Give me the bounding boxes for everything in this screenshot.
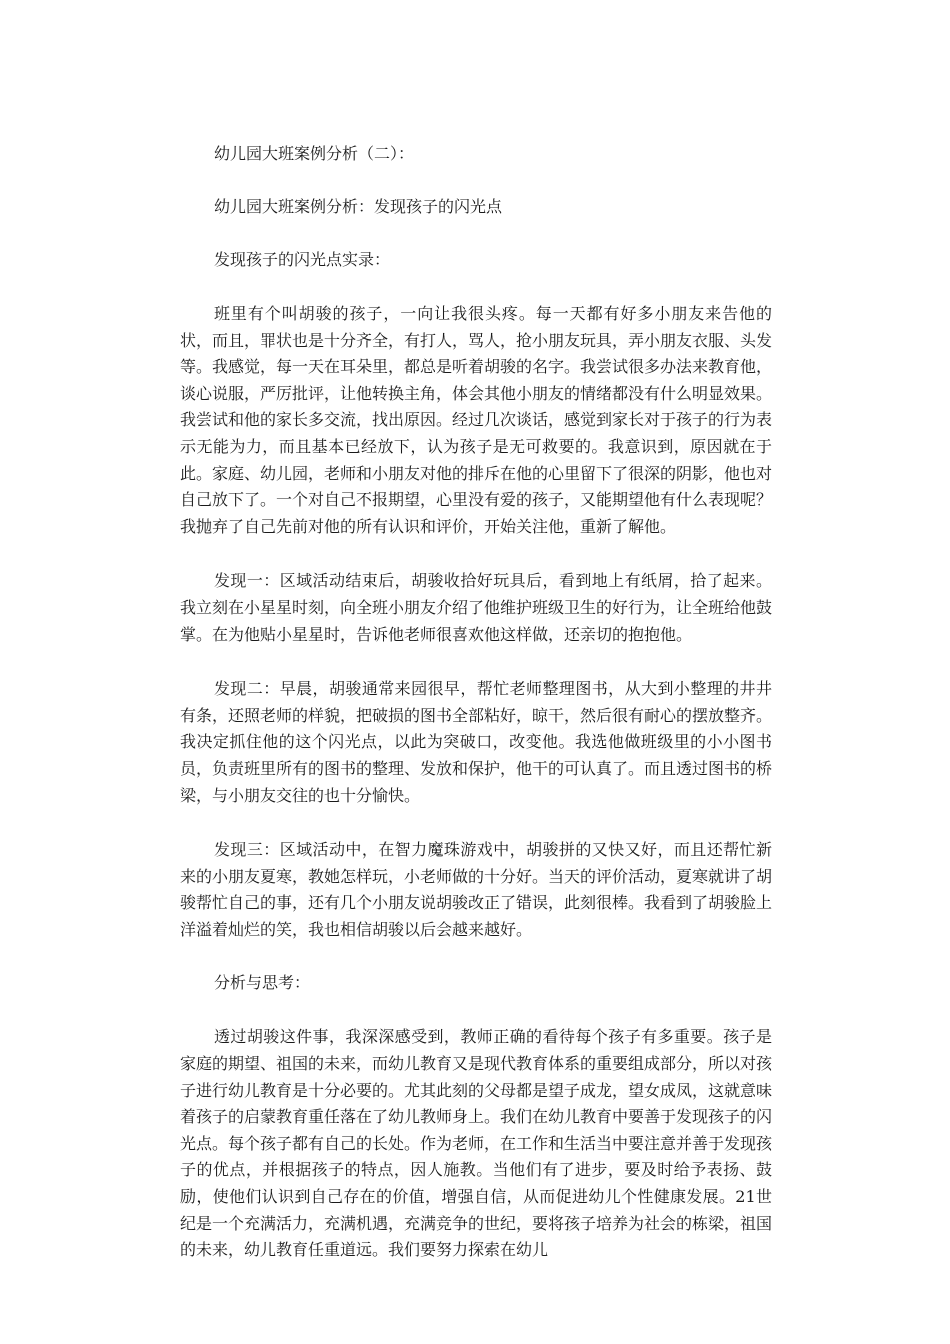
record-heading: 发现孩子的闪光点实录：	[214, 250, 391, 269]
analysis-heading: 分析与思考：	[214, 973, 311, 993]
article-title: 幼儿园大班案例分析：发现孩子的闪光点	[214, 197, 503, 216]
section-title: 幼儿园大班案例分析（二）：	[214, 144, 415, 163]
paragraph-analysis: 透过胡骏这件事，我深深感受到，教师正确的看待每个孩子有多重要。孩子是家庭的期望、祖国的未来，而幼儿教育又是现代教育体系的重要组成部分，所以对孩子进行幼儿教育是十分必要的。尤其此刻的父母都是望子成龙，望女成凤，这就意味着孩子的启蒙教育重任落在了幼儿教师身上。我们在幼儿教育中要善于发现孩子的闪光点。每个孩子都有自己的长处。作为老师，在工作和生活当中要注意并善于发现孩子的优点，并根据孩子的特点，因人施教。当他们有了进步，要及时给予表扬、鼓励，使他们认识到自己存在的价值，增强自信，从而促进幼儿个性健康发展。21世纪是一个充满活力，充满机遇，充满竞争的世纪，要将孩子培养为社会的栋梁，祖国的未来，幼儿教育任重道远。我们要努力探索在幼儿	[180, 1027, 773, 1260]
paragraph-discovery-1: 发现一：区域活动结束后，胡骏收拾好玩具后，看到地上有纸屑，拾了起来。我立刻在小星星时刻，向全班小朋友介绍了他维护班级卫生的好行为，让全班给他鼓掌。在为他贴小星星时，告诉他老师很喜欢他这样做，还亲切的抱抱他。	[180, 571, 773, 644]
paragraph-discovery-2: 发现二：早晨，胡骏通常来园很早，帮忙老师整理图书，从大到小整理的井井有条，还照老师的样貌，把破损的图书全部粘好，晾干，然后很有耐心的摆放整齐。我决定抓住他的这个闪光点，以此为突破口，改变他。我选他做班级里的小小图书员，负责班里所有的图书的整理、发放和保护，他干的可认真了。而且透过图书的桥梁，与小朋友交往的也十分愉快。	[180, 679, 773, 805]
paragraph-background: 班里有个叫胡骏的孩子，一向让我很头疼。每一天都有好多小朋友来告他的状，而且，罪状也是十分齐全，有打人，骂人，抢小朋友玩具，弄小朋友衣服、头发等。我感觉，每一天在耳朵里，都总是听着胡骏的名字。我尝试很多办法来教育他，谈心说服，严厉批评，让他转换主角，体会其他小朋友的情绪都没有什么明显效果。我尝试和他的家长多交流，找出原因。经过几次谈话，感觉到家长对于孩子的行为表示无能为力，而且基本已经放下，认为孩子是无可救要的。我意识到，原因就在于此。家庭、幼儿园，老师和小朋友对他的排斥在他的心里留下了很深的阴影，他也对自己放下了。一个对自己不报期望，心里没有爱的孩子，又能期望他有什么表现呢？我抛弃了自己先前对他的所有认识和评价，开始关注他，重新了解他。	[180, 304, 773, 536]
paragraph-discovery-3: 发现三：区域活动中，在智力魔珠游戏中，胡骏拼的又快又好，而且还帮忙新来的小朋友夏寒，教她怎样玩，小老师做的十分好。当天的评价活动，夏寒就讲了胡骏帮忙自己的事，还有几个小朋友说胡骏改正了错误，此刻很棒。我看到了胡骏脸上洋溢着灿烂的笑，我也相信胡骏以后会越来越好。	[180, 840, 773, 939]
document-body	[180, 142, 772, 1292]
